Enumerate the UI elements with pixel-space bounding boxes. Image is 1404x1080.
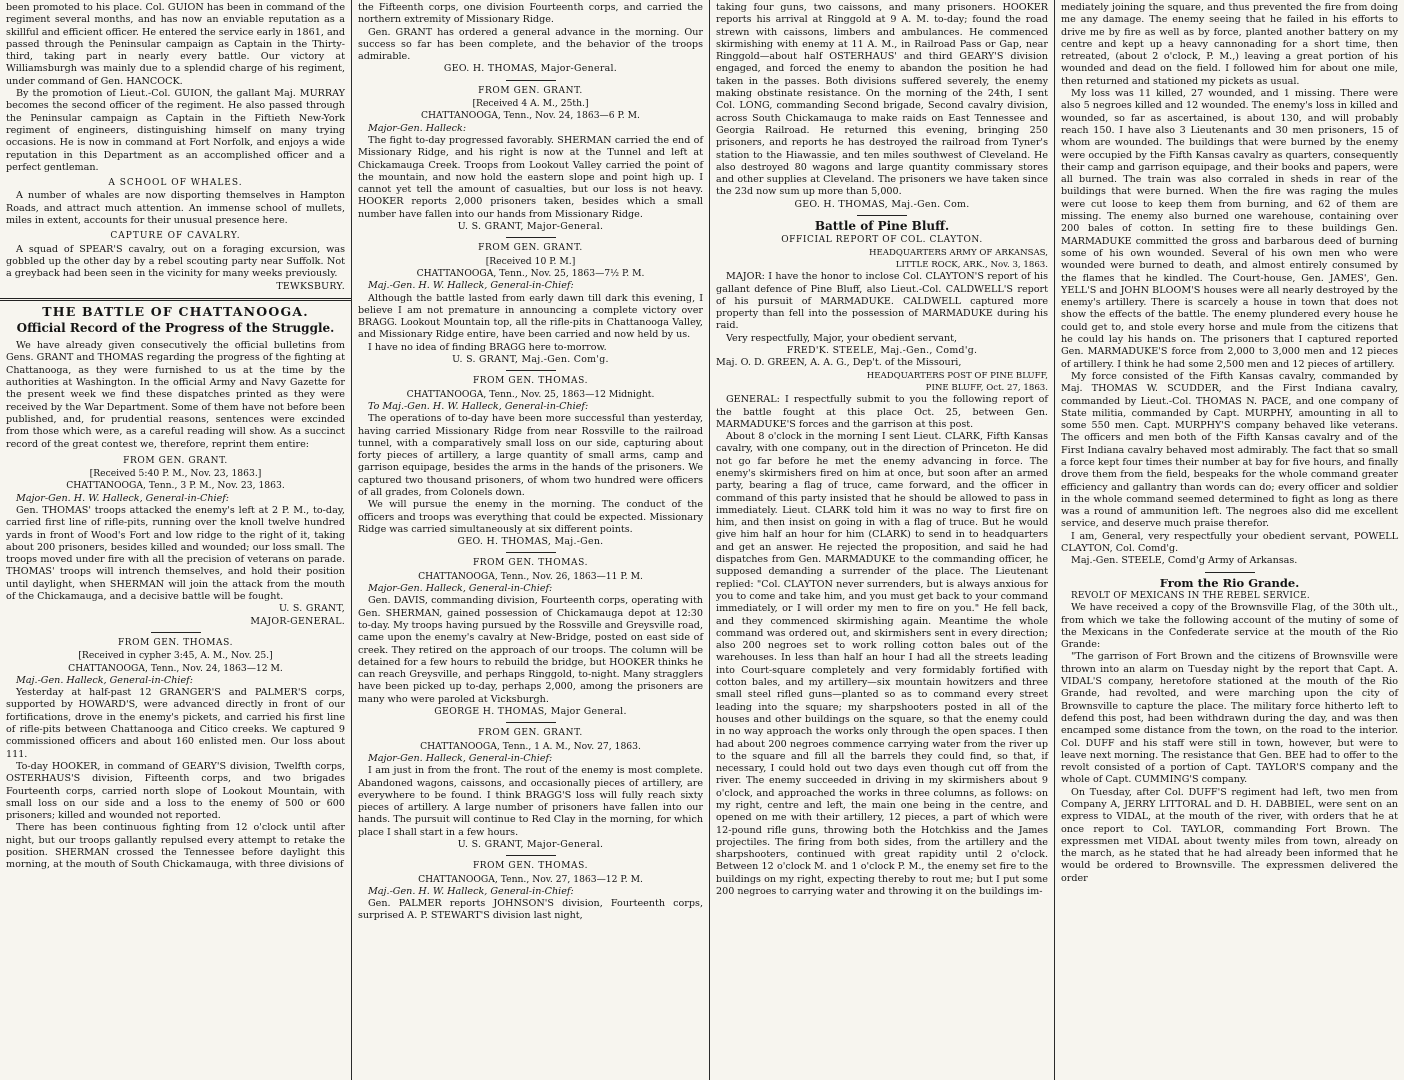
divider (151, 632, 201, 633)
dispatch-text: To-day HOOKER, in command of GEARY'S division, Twelfth corps, OSTERHAUS'S division, Fifteenth corps, and two brigades Fourteenth corps, carried north slope of Lookout Mountain, with small loss on our side and a loss to the enemy of 500 or 600 prisoners; killed and wounded not reported. (6, 760, 345, 822)
dispatch-addressee: Major-Gen. Halleck: (368, 122, 467, 134)
article-text: By the promotion of Lieut.-Col. GUION, the gallant Maj. MURRAY becomes the second officer of the regiment. He also passed through the Peninsular campaign as Captain in the Fiftieth New-York regiment of engineers, distinguishing himself on many trying occasions. He is now in command at Fort Norfolk, and enjoys a wide reputation in this Department as an accomplished officer and a perfect gentleman. (6, 88, 345, 173)
article-headline: THE BATTLE OF CHATTANOOGA. (42, 303, 309, 319)
divider (506, 552, 556, 553)
headquarters-line: PINE BLUFF, Oct. 27, 1863. (925, 382, 1048, 393)
dispatch-dateline: CHATTANOOGA, Tenn., Nov. 25, 1863—12 Midnight. (406, 388, 655, 400)
dispatch-addressee: To Maj.-Gen. H. W. Halleck, General-in-Chief: (368, 400, 589, 412)
dispatch-text: I have no idea of finding BRAGG here to-morrow. (368, 341, 607, 353)
article-headline: Battle of Pine Bluff. (814, 219, 950, 234)
signature: GEO. H. THOMAS, Maj.-Gen. Com. (794, 198, 970, 210)
dispatch-received: [Received 4 A. M., 25th.] (472, 98, 589, 110)
article-text: A squad of SPEAR'S cavalry, out on a foraging excursion, was gobbled up the other day by a rebel scouting party near Suffolk. Not a greyback had been seen in the vicinity for many weeks previously. (6, 243, 345, 280)
article-text: I am, General, very respectfully your obedient servant, POWELL CLAYTON, Col. Comd'g. (1061, 530, 1398, 555)
article-text: My force consisted of the Fifth Kansas cavalry, commanded by Maj. THOMAS W. SCUDDER, and the First Indiana cavalry, commanded by Lieut.-Col. THOMAS N. PACE, and one company of State militia, commanded by Capt. MURPHY, amounting in all to some 550 men. Capt. MURPHY'S company behaved like veterans. The officers and men both of the Fifth Kansas cavalry and of the First Indiana cavalry behaved most admirably. The fact that so small a force kept four times their number at bay for five hours, and finally drove them from the field, bespeaks for the whole command greater efficiency and gallantry than words can do; every officer and soldier in the whole command seemed determined to fight as long as there was a round of ammunition left. The negroes also did me excellent service, and deserve much praise therefor. (1061, 370, 1398, 530)
dispatch-text: the Fifteenth corps, one division Fourteenth corps, and carried the northern extremity of Missionary Ridge. (358, 2, 703, 26)
article-text: GENERAL: I respectfully submit to you the following report of the battle fought at this place Oct. 25, between Gen. MARMADUKE'S forces and the garrison at this post. (716, 394, 1048, 430)
dispatch-text: Gen. GRANT has ordered a general advance in the morning. Our success so far has been complete, and the behavior of the troops admirable. (358, 26, 703, 63)
article-text: been promoted to his place. Col. GUION has been in command of the regiment several months, and has now an enviable reputation as a skillful and efficient officer. He entered the service early in 1861, and passed through the Peninsular campaign as Captain in the Thirty-third, taking part in nearly every battle. Our victory at Williamsburgh was mainly due to a splendid charge of his regiment, under command of Gen. HANCOCK. (6, 2, 345, 87)
dispatch-addressee: Maj.-Gen. H. W. Halleck, General-in-Chief: (368, 885, 574, 897)
dispatch-text: We will pursue the enemy in the morning. The conduct of the officers and troops was everything that could be expected. Missionary Ridge was carried simultaneously at six different points. (358, 499, 703, 535)
article-subheadline: REVOLT OF MEXICANS IN THE REBEL SERVICE. (1071, 590, 1310, 601)
signature: U. S. GRANT, Major-General. (457, 221, 604, 233)
signature: U. S. GRANT, Major-General. (457, 839, 604, 850)
article-text: Maj.-Gen. STEELE, Comd'g Army of Arkansas. (1071, 555, 1298, 567)
divider (857, 215, 907, 216)
dispatch-heading: FROM GEN. GRANT. (123, 455, 228, 466)
article-text: About 8 o'clock in the morning I sent Lieut. CLARK, Fifth Kansas cavalry, with one company, out in the direction of Princeton. He did not go far before he met the enemy advancing in force. The enemy's skirmishers fired on him at once, but soon after an armed party, bearing a flag of truce, came forward, and the officer in command of this party insisted that he should be allowed to pass in immediately. Lieut. CLARK told him it was no way to first fire on him, and then insist on going in with a flag of truce. But he would give him half an hour for him (CLARK) to send in to headquarters and get an answer. He rejected the proposition, and said he had dispatches from Gen. MARMADUKE to the commanding officer, he supposed demanding a surrender of the place. The Lieutenant replied: "Col. CLAYTON never surrenders, but is always anxious for you to come and take him, and you must get back to your command immediately, or I will order my men to fire on you." He fell back, and they commenced skirmishing again. Meantime the whole command was ordered out, and skirmishers sent in every direction; also 200 negroes set to work rolling cotton bales out of the warehouses. In less than half an hour I had all the streets leading into Court-square completely and very formidably fortified with cotton bales, and my artillery—six mountain howitzers and three small steel rifled guns—planted so as to command every street leading into the square; my sharpshooters posted in all of the houses and other buildings on the square, so that the enemy could in no way approach the works only through the open spaces. I then had about 200 negroes commence carrying water from the river up to the square and fill all the barrels they could find, so that, if necessary, I could hold out two days even though cut off from the river. The enemy succeeded in driving in my skirmishers about 9 o'clock, and approached the works in three columns, as follows: on my right, centre and left, the main one being in the centre, and opened on me with their artillery, 12 pieces, a part of which were 12-pound rifle guns, throwing both the Hotchkiss and the James projectiles. The firing from both sides, from the artillery and the sharpshooters, continued with great rapidity until 2 o'clock. Between 12 o'clock M. and 1 o'clock P. M., the enemy set fire to the buildings on my right, expecting thereby to rout me; but I put some 200 negroes to carrying water and throwing it on the buildings im- (716, 431, 1048, 898)
dispatch-text: Yesterday at half-past 12 GRANGER'S and PALMER'S corps, supported by HOWARD'S, were advanced directly in front of our fortifications, drove in the enemy's pickets, and carried his first line of rifle-pits between Chattanooga and Citico creeks. We captured 9 commissioned officers and about 160 enlisted men. Our loss about 111. (6, 687, 345, 760)
divider (506, 722, 556, 723)
divider (506, 855, 556, 856)
headquarters-line: HEADQUARTERS POST OF PINE BLUFF, (866, 370, 1048, 381)
dispatch-addressee: Major-Gen. Halleck, General-in-Chief: (368, 752, 553, 764)
column-3 (710, 0, 1055, 1080)
article-text: mediately joining the square, and thus prevented the fire from doing me any damage. The enemy seeing that he failed in his efforts to drive me by fire as well as by force, planted another battery on my centre and kept up a heavy cannonading for a short time, then retreated, (about 2 o'clock, P. M.,) leaving a great portion of his wounded and dead on the field. I followed him for about one mile, then returned and stationed my pickets as usual. (1061, 2, 1398, 87)
signature-title: MAJOR-GENERAL. (250, 615, 345, 627)
dispatch-received: [Received 10 P. M.] (485, 255, 576, 267)
dispatch-received: [Received in cypher 3:45, A. M., Nov. 25.] (78, 650, 273, 662)
dispatch-text: taking four guns, two caissons, and many prisoners. HOOKER reports his arrival at Ringgold at 9 A. M. to-day; found the road strewn with caissons, limbers and ambulances. He commenced skirmishing with enemy at 11 A. M., in Railroad Pass or Gap, near Ringgold—about half OSTERHAUS' and third GEARY'S division engaged, and forced the enemy to abandon the position he had taken in the passes. Both divisions suffered severely, the enemy making obstinate resistance. On the morning of the 24th, I sent Col. LONG, commanding Second brigade, Second cavalry division, across South Chickamauga to make raids on East Tennessee and Georgia Railroad. He returned this evening, bringing 250 prisoners, and reports he has destroyed the railroad from Tyner's station to the Hiawassie, and ten miles southwest of Cleveland. He also destroyed 80 wagons and large quantity commissary stores and other supplies at Cleveland. The prisoners we have taken since the 23d now sum up more than 5,000. (716, 2, 1048, 198)
section-heading: CAPTURE OF CAVALRY. (110, 231, 241, 242)
addressee-line: Maj. O. D. GREEN, A. A. G., Dep't. of the Missouri, (716, 357, 962, 369)
dispatch-heading: FROM GEN. THOMAS. (472, 376, 589, 387)
dispatch-received: [Received 5:40 P. M., Nov. 23, 1863.] (89, 468, 262, 480)
article-headline: From the Rio Grande. (1159, 575, 1300, 590)
signature: GEORGE H. THOMAS, Major General. (434, 706, 627, 718)
dispatch-addressee: Maj.-Gen. H. W. Halleck, General-in-Chief: (368, 280, 574, 292)
article-text: We have already given consecutively the official bulletins from Gens. GRANT and THOMAS regarding the progress of the fighting at Chattanooga, as they were furnished to us at the time by the authorities at Washington. In the official Army and Navy Gazette for the present week we find these dispatches printed as they were received by the War Department. Some of them have not before been published, and, for prudential reasons, sentences were excinded from those which were, as a careful reading will show. As a succinct record of the great contest we, therefore, reprint them entire: (6, 340, 345, 450)
divider (506, 80, 556, 81)
signature: GEO. H. THOMAS, Major-General. (443, 63, 618, 75)
article-text: My loss was 11 killed, 27 wounded, and 1 missing. There were also 5 negroes killed and 12 wounded. The enemy's loss in killed and wounded, so far as ascertained, is about 130, and will probably reach 150. I have also 3 Lieutenants and 30 men prisoners, 15 of whom are wounded. The buildings that were burned by the enemy were occupied by the Fifth Kansas cavalry as quarters, consequently their camp and garrison equipage, and their books and papers, were all burned. The train was also corraled in sheds in rear of the buildings that were burned. When the fire was raging the mules were cut loose to keep them from burning, and 62 of them are missing. The enemy also burned one warehouse, containing over 200 bales of cotton. In setting fire to these buildings Gen. MARMADUKE committed the gross and barbarous deed of burning some of his own wounded. Several of his own men who were wounded were burned to death, and almost entirely consumed by the flames that he kindled. The Court-house, Gen. JAMES', Gen. YELL'S and JOHN BLOOM'S houses were all nearly destroyed by the enemy's artillery. There is scarcely a house in town that does not show the effects of the battle. The enemy plundered every house he could get to, and stole every horse and mule from the citizens that he could lay his hands on. The prisoners that I captured reported Gen. MARMADUKE'S force from 2,000 to 3,000 men and 12 pieces of artillery. I think he had some 2,500 men and 12 pieces of artillery. (1061, 88, 1398, 370)
dispatch-text: The operations of to-day have been more successful than yesterday, having carried Missionary Ridge from near Rossville to the railroad tunnel, with a comparatively small loss on our side, capturing about forty pieces of artillery, a large quantity of small arms, camp and garrison equipage, besides the arms in the hands of the prisoners. We captured two thousand prisoners, of whom two hundred were officers of all grades, from Colonels down. (358, 413, 703, 498)
section-heading: A SCHOOL OF WHALES. (108, 178, 243, 189)
column-4 (1055, 0, 1404, 1080)
article-text: MAJOR: I have the honor to inclose Col. CLAYTON'S report of his gallant defence of Pine Bluff, also Lieut.-Col. CALDWELL'S report of his pursuit of MARMADUKE. CALDWELL captured more property than fell into the possession of MARMADUKE during his raid. (716, 271, 1048, 332)
article-text: A number of whales are now disporting themselves in Hampton Roads, and attract much attention. An immense school of mullets, miles in extent, accounts for their unusual presence here. (6, 190, 345, 227)
article-text: "The garrison of Fort Brown and the citizens of Brownsville were thrown into an alarm on Tuesday night by the report that Capt. A. VIDAL'S company, heretofore stationed at the mouth of the Rio Grande, had revolted, and were marching upon the city of Brownsville to capture the place. The military force hitherto left to defend this post, had been withdrawn during the day, and was then encamped some distance from the town, on the road to the interior. Col. DUFF and his staff were still in town, however, but were to leave next morning. The resistance that Gen. BEE had to offer to the revolt consisted of a portion of Capt. TAYLOR'S company and the whole of Capt. CUMMING'S company. (1061, 651, 1398, 786)
dispatch-text: Although the battle lasted from early dawn till dark this evening, I believe I am not premature in announcing a complete victory over BRAGG. Lookout Mountain top, all the rifle-pits in Chattanooga Valley, and Missionary Ridge entire, have been carried and now held by us. (358, 292, 703, 341)
dispatch-text: Gen. THOMAS' troops attacked the enemy's left at 2 P. M., to-day, carried first line of rifle-pits, running over the knoll twelve hundred yards in front of Wood's Fort and low ridge to the right of it, taking about 200 prisoners, besides killed and wounded; our loss small. The troops moved under fire with all the precision of veterans on parade. THOMAS' troops will intrench themselves, and hold their position until daylight, when SHERMAN will join the attack from the mouth of the Chickamauga, and a decisive battle will be fought. (6, 504, 345, 603)
dispatch-text: Gen. DAVIS, commanding division, Fourteenth corps, operating with Gen. SHERMAN, gained possession of Chickamauga depot at 12:30 to-day. My troops having pursued by the Rossville and Greysville road, came upon the enemy's cavalry at New-Bridge, posted on east side of creek. They retired on the approach of our troops. The column will be detained for a few hours to rebuild the bridge, but HOOKER thinks he can reach Greysville, and perhaps Ringgold, to-night. Many stragglers have been picked up to-day, perhaps 2,000, among the prisoners are many who were paroled at Vicksburgh. (358, 595, 703, 705)
article-subheadline: OFFICIAL REPORT OF COL. CLAYTON. (781, 235, 983, 246)
article-text: On Tuesday, after Col. DUFF'S regiment had left, two men from Company A, JERRY LITTORAL and D. H. DABBIEL, were sent on an express to VIDAL, at the mouth of the river, with orders that he at once report to Col. TAYLOR, commanding Fort Brown. The expressmen met VIDAL about twenty miles from town, already on the march, as he stated that he had already been informed that he would be ordered to Brownsville. The expressmen delivered the order (1061, 786, 1398, 884)
dispatch-heading: FROM GEN. THOMAS. (117, 637, 234, 648)
divider (1205, 572, 1255, 573)
dispatch-dateline: CHATTANOOGA, Tenn., Nov. 27, 1863—12 P. M. (418, 873, 643, 885)
signature: U. S. GRANT, (278, 603, 345, 615)
dispatch-text: There has been continuous fighting from 12 o'clock until after night, but our troops gallantly repulsed every attempt to retake the position. SHERMAN crossed the Tennessee before daylight this morning, at the mouth of South Chickamauga, with three divisions of (6, 822, 345, 871)
dispatch-heading: FROM GEN. THOMAS. (472, 861, 589, 872)
signature: U. S. GRANT, Maj.-Gen. Com'g. (452, 354, 609, 366)
article-text: Very respectfully, Major, your obedient servant, (726, 332, 958, 344)
column-2 (352, 0, 710, 1080)
dispatch-addressee: Maj.-Gen. Halleck, General-in-Chief: (16, 674, 193, 686)
dispatch-dateline: CHATTANOOGA, Tenn., 3 P. M., Nov. 23, 1863. (66, 480, 285, 492)
signature: TEWKSBURY. (276, 280, 345, 292)
signature: GEO. H. THOMAS, Maj.-Gen. (457, 536, 604, 548)
dispatch-text: Gen. PALMER reports JOHNSON'S division, Fourteenth corps, surprised A. P. STEWART'S division last night, (358, 898, 703, 922)
dispatch-text: The fight to-day progressed favorably. SHERMAN carried the end of Missionary Ridge, and his right is now at the Tunnel and left at Chickamauga Creek. Troops from Lookout Valley carried the point of the mountain, and now hold the eastern slope and point high up. I cannot yet tell the amount of casualties, but our loss is not heavy. HOOKER reports 2,000 prisoners taken, besides which a small number have fallen into our hands from Missionary Ridge. (358, 134, 703, 220)
divider (506, 370, 556, 371)
headquarters-line: LITTLE ROCK, ARK., Nov. 3, 1863. (895, 259, 1048, 270)
dispatch-dateline: CHATTANOOGA, Tenn., Nov. 24, 1863—6 P. M. (421, 110, 640, 122)
signature: FRED'K. STEELE, Maj.-Gen., Comd'g. (786, 345, 978, 357)
dispatch-dateline: CHATTANOOGA, Tenn., Nov. 26, 1863—11 P. M. (418, 570, 643, 582)
column-1 (0, 0, 352, 1080)
dispatch-heading: FROM GEN. GRANT. (478, 85, 583, 96)
dispatch-heading: FROM GEN. THOMAS. (472, 558, 589, 569)
headquarters-line: HEADQUARTERS ARMY OF ARKANSAS, (868, 247, 1048, 258)
dispatch-heading: FROM GEN. GRANT. (478, 728, 583, 739)
article-subheadline: Official Record of the Progress of the Struggle. (16, 321, 335, 336)
article-text: We have received a copy of the Brownsville Flag, of the 30th ult., from which we take the following account of the mutiny of some of the Mexicans in the Confederate service at the mouth of the Rio Grande: (1061, 602, 1398, 651)
dispatch-addressee: Major-Gen. Halleck, General-in-Chief: (368, 583, 553, 595)
dispatch-dateline: CHATTANOOGA, Tenn., Nov. 25, 1863—7½ P. M. (416, 267, 645, 279)
column-divider (0, 298, 351, 301)
dispatch-addressee: Major-Gen. H. W. Halleck, General-in-Chief: (16, 492, 230, 504)
divider (506, 237, 556, 238)
dispatch-dateline: CHATTANOOGA, Tenn., Nov. 24, 1863—12 M. (68, 662, 283, 674)
dispatch-dateline: CHATTANOOGA, Tenn., 1 A. M., Nov. 27, 1863. (420, 740, 641, 752)
dispatch-heading: FROM GEN. GRANT. (478, 243, 583, 254)
dispatch-text: I am just in from the front. The rout of the enemy is most complete. Abandoned wagons, caissons, and occasionally pieces of artillery, are everywhere to be found. I think BRAGG'S loss will fully reach sixty pieces of artillery. A large number of prisoners have fallen into our hands. The pursuit will continue to Red Clay in the morning, for which place I shall start in a few hours. (358, 765, 703, 838)
